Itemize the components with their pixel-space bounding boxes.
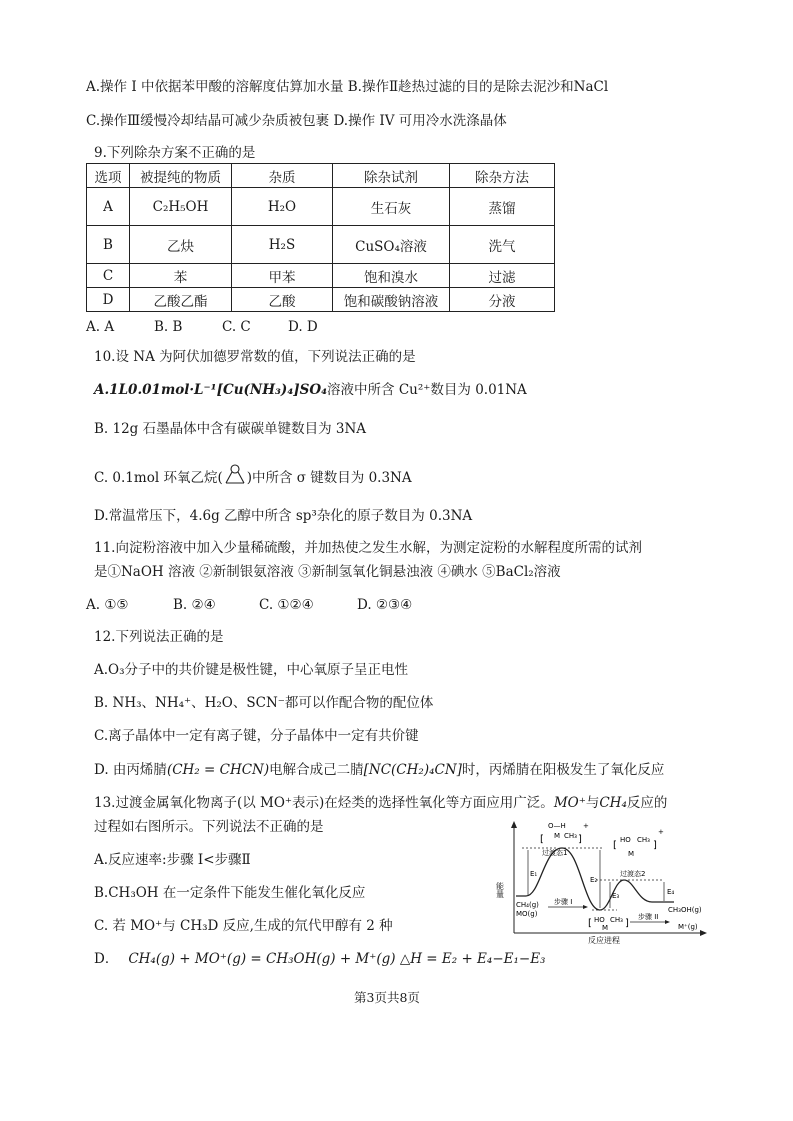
y-axis-label: 能量 bbox=[495, 882, 505, 898]
q13-option-c: C. 若 MO⁺与 CH₃D 反应,生成的氘代甲醇有 2 种 bbox=[94, 918, 393, 934]
ts2-ho-label: HO bbox=[620, 836, 631, 844]
table-cell: D bbox=[87, 288, 130, 312]
q10-option-d: D.常温常压下，4.6g 乙醇中所含 sp³杂化的原子数目为 0.3NA bbox=[94, 508, 473, 524]
table-cell: B bbox=[87, 226, 130, 264]
ts1-label: 过渡态1 bbox=[542, 849, 568, 857]
table-header: 被提纯的物质 bbox=[130, 164, 232, 188]
table-row bbox=[87, 288, 555, 312]
q12-option-a: A.O₃分子中的共价键是极性键，中心氧原子呈正电性 bbox=[94, 662, 409, 678]
table-row bbox=[87, 188, 555, 226]
table-cell: 乙酸 bbox=[232, 288, 333, 312]
ts1-m-label: M bbox=[554, 832, 561, 840]
q13-mo-formula: MO⁺ bbox=[553, 795, 586, 811]
table-cell: 生石灰 bbox=[333, 188, 450, 226]
q10-a-text: 溶液中所含 Cu²⁺数目为 0.01NA bbox=[327, 382, 527, 398]
table-cell: 苯 bbox=[130, 264, 232, 288]
q11-option-b: B. ②④ bbox=[173, 597, 216, 613]
q11-option-c: C. ①②④ bbox=[259, 597, 314, 613]
product-ch3oh-label: CH₃OH(g) bbox=[668, 906, 702, 914]
table-cell: 蒸馏 bbox=[450, 188, 555, 226]
q11-line2: 是①NaOH 溶液 ②新制银氨溶液 ③新制氢氧化铜悬浊液 ④碘水 ⑤BaCl₂溶液 bbox=[94, 564, 561, 580]
q13-line1-mid: 与 bbox=[585, 795, 600, 811]
x-axis-label: 反应进程 bbox=[588, 936, 620, 945]
q9-option-c: C. C bbox=[222, 319, 251, 335]
q9-option-a: A. A bbox=[86, 319, 115, 335]
ts2-m-label: M bbox=[628, 850, 635, 858]
table-row bbox=[87, 264, 555, 288]
q12-option-c: C.离子晶体中一定有离子键，分子晶体中一定有共价键 bbox=[94, 728, 419, 744]
table-cell: 乙炔 bbox=[130, 226, 232, 264]
mid-bracket-open: [ bbox=[588, 918, 592, 929]
q12-d-formula2: [NC(CH₂)₄CN] bbox=[363, 762, 462, 778]
q10-c-post: )中所含 σ 键数目为 0.3NA bbox=[246, 470, 412, 486]
page-footer: 第3页共8页 bbox=[354, 990, 420, 1005]
q11-option-d: D. ②③④ bbox=[357, 597, 413, 613]
q13-option-a: A.反应速率:步骤 I<步骤Ⅱ bbox=[94, 852, 251, 868]
table-row bbox=[87, 226, 555, 264]
q12-option-d bbox=[94, 760, 664, 780]
reactant-ch4-label: CH₄(g) bbox=[516, 901, 539, 909]
q13-option-d bbox=[94, 949, 545, 969]
q11-option-a: A. ①⑤ bbox=[86, 597, 129, 613]
table-cell: 甲苯 bbox=[232, 264, 333, 288]
q11-line1: 11.向淀粉溶液中加入少量稀硫酸，并加热使之发生水解，为测定淀粉的水解程度所需的试剂 bbox=[94, 540, 642, 556]
q13-d-label: D． bbox=[94, 951, 119, 967]
product-m-label: M⁺(g) bbox=[678, 923, 698, 931]
energy-profile-diagram bbox=[492, 818, 712, 946]
q8-line2: C.操作Ⅲ缓慢冷却结晶可减少杂质被包裹 D.操作 IV 可用冷水洗涤晶体 bbox=[86, 113, 507, 129]
e3-label: E₃ bbox=[612, 892, 620, 900]
q13-line2: 过程如右图所示。下列说法不正确的是 bbox=[94, 819, 324, 835]
table-cell: H₂S bbox=[232, 226, 333, 264]
e2-label: E₂ bbox=[590, 876, 598, 884]
ts2-ch3-label: CH₃ bbox=[637, 836, 650, 844]
table-cell: CuSO₄溶液 bbox=[333, 226, 450, 264]
ts1-charge: + bbox=[583, 822, 589, 830]
e1-label: E₁ bbox=[530, 870, 538, 878]
table-cell: 饱和碳酸钠溶液 bbox=[333, 288, 450, 312]
q10-a-formula: A.1L0.01mol·L⁻¹[Cu(NH₃)₄]SO₄ bbox=[94, 382, 328, 398]
q10-option-a bbox=[94, 380, 527, 400]
q8-line1: A.操作 I 中依据苯甲酸的溶解度估算加水量 B.操作Ⅱ趁热过滤的目的是除去泥沙和NaCl bbox=[86, 79, 609, 95]
mid-ho-label: HO bbox=[594, 916, 605, 924]
q10-stem: 10.设 NA 为阿伏加德罗常数的值，下列说法正确的是 bbox=[94, 349, 416, 365]
ts1-ch3-label: CH₃ bbox=[564, 832, 577, 840]
q13-d-equation: CH₄(g) + MO⁺(g) = CH₃OH(g) + M⁺(g) △H = E₂ + E₄−E₁−E₃ bbox=[128, 951, 546, 967]
table-header: 除杂方法 bbox=[450, 164, 555, 188]
q10-c-pre: C. 0.1mol 环氧乙烷( bbox=[94, 470, 223, 486]
mid-ch3-label: CH₃ bbox=[610, 916, 623, 924]
q12-d-post: 时，丙烯腈在阳极发生了氧化反应 bbox=[461, 762, 665, 778]
table-cell: 分液 bbox=[450, 288, 555, 312]
x-axis-arrow-icon bbox=[700, 930, 707, 936]
e4-label: E₄ bbox=[667, 888, 675, 896]
mid-m-label: M bbox=[602, 924, 609, 932]
q13-line1 bbox=[94, 793, 667, 813]
table-cell: C₂H₅OH bbox=[130, 188, 232, 226]
step2-arrow-head-icon bbox=[665, 920, 670, 924]
q12-stem: 12.下列说法正确的是 bbox=[94, 629, 224, 645]
step2-label: 步骤 II bbox=[638, 913, 659, 921]
step1-label: 步骤 I bbox=[554, 898, 573, 906]
mid-bracket-close: ] bbox=[625, 918, 629, 929]
epoxyethane-structure-icon bbox=[223, 464, 247, 486]
table-header: 选项 bbox=[87, 164, 130, 188]
ts2-charge: + bbox=[658, 828, 664, 836]
table-cell: A bbox=[87, 188, 130, 226]
table-cell: 过滤 bbox=[450, 264, 555, 288]
q12-d-mid: 电解合成己二腈 bbox=[269, 762, 364, 778]
q9-table bbox=[86, 163, 555, 312]
q10-option-c bbox=[94, 464, 412, 488]
table-cell: H₂O bbox=[232, 188, 333, 226]
table-cell: 洗气 bbox=[450, 226, 555, 264]
step1-arrow-head-icon bbox=[583, 905, 588, 909]
q12-option-b: B. NH₃、NH₄⁺、H₂O、SCN⁻都可以作配合物的配位体 bbox=[94, 695, 434, 711]
ts1-bracket-close: ] bbox=[578, 834, 582, 845]
reactant-mo-label: MO(g) bbox=[516, 910, 538, 918]
q9-option-d: D. D bbox=[288, 319, 318, 335]
q13-line1-post: 反应的 bbox=[626, 795, 668, 811]
q9-option-b: B. B bbox=[154, 319, 183, 335]
q10-option-b: B. 12g 石墨晶体中含有碳碳单键数目为 3NA bbox=[94, 421, 367, 437]
table-cell: C bbox=[87, 264, 130, 288]
ts2-label: 过渡态2 bbox=[620, 870, 646, 878]
table-header: 除杂试剂 bbox=[333, 164, 450, 188]
q12-d-formula1: (CH₂ = CHCN) bbox=[166, 762, 270, 778]
table-cell: 乙酸乙酯 bbox=[130, 288, 232, 312]
ts1-oh-label: O—H bbox=[548, 822, 566, 830]
table-header: 杂质 bbox=[232, 164, 333, 188]
y-axis-arrow-icon bbox=[511, 821, 517, 828]
q12-d-pre: D. 由丙烯腈 bbox=[94, 762, 167, 778]
q9-stem: 9.下列除杂方案不正确的是 bbox=[94, 145, 256, 161]
q13-line1-pre: 13.过渡金属氧化物离子(以 MO⁺表示)在烃类的选择性氧化等方面应用广泛。 bbox=[94, 795, 554, 811]
q13-option-b: B.CH₃OH 在一定条件下能发生催化氧化反应 bbox=[94, 885, 366, 901]
ts1-bracket-open: [ bbox=[540, 834, 544, 845]
ts2-bracket-open: [ bbox=[613, 840, 617, 851]
q13-ch4-formula: CH₄ bbox=[599, 795, 627, 811]
ts2-bracket-close: ] bbox=[653, 840, 657, 851]
table-cell: 饱和溴水 bbox=[333, 264, 450, 288]
